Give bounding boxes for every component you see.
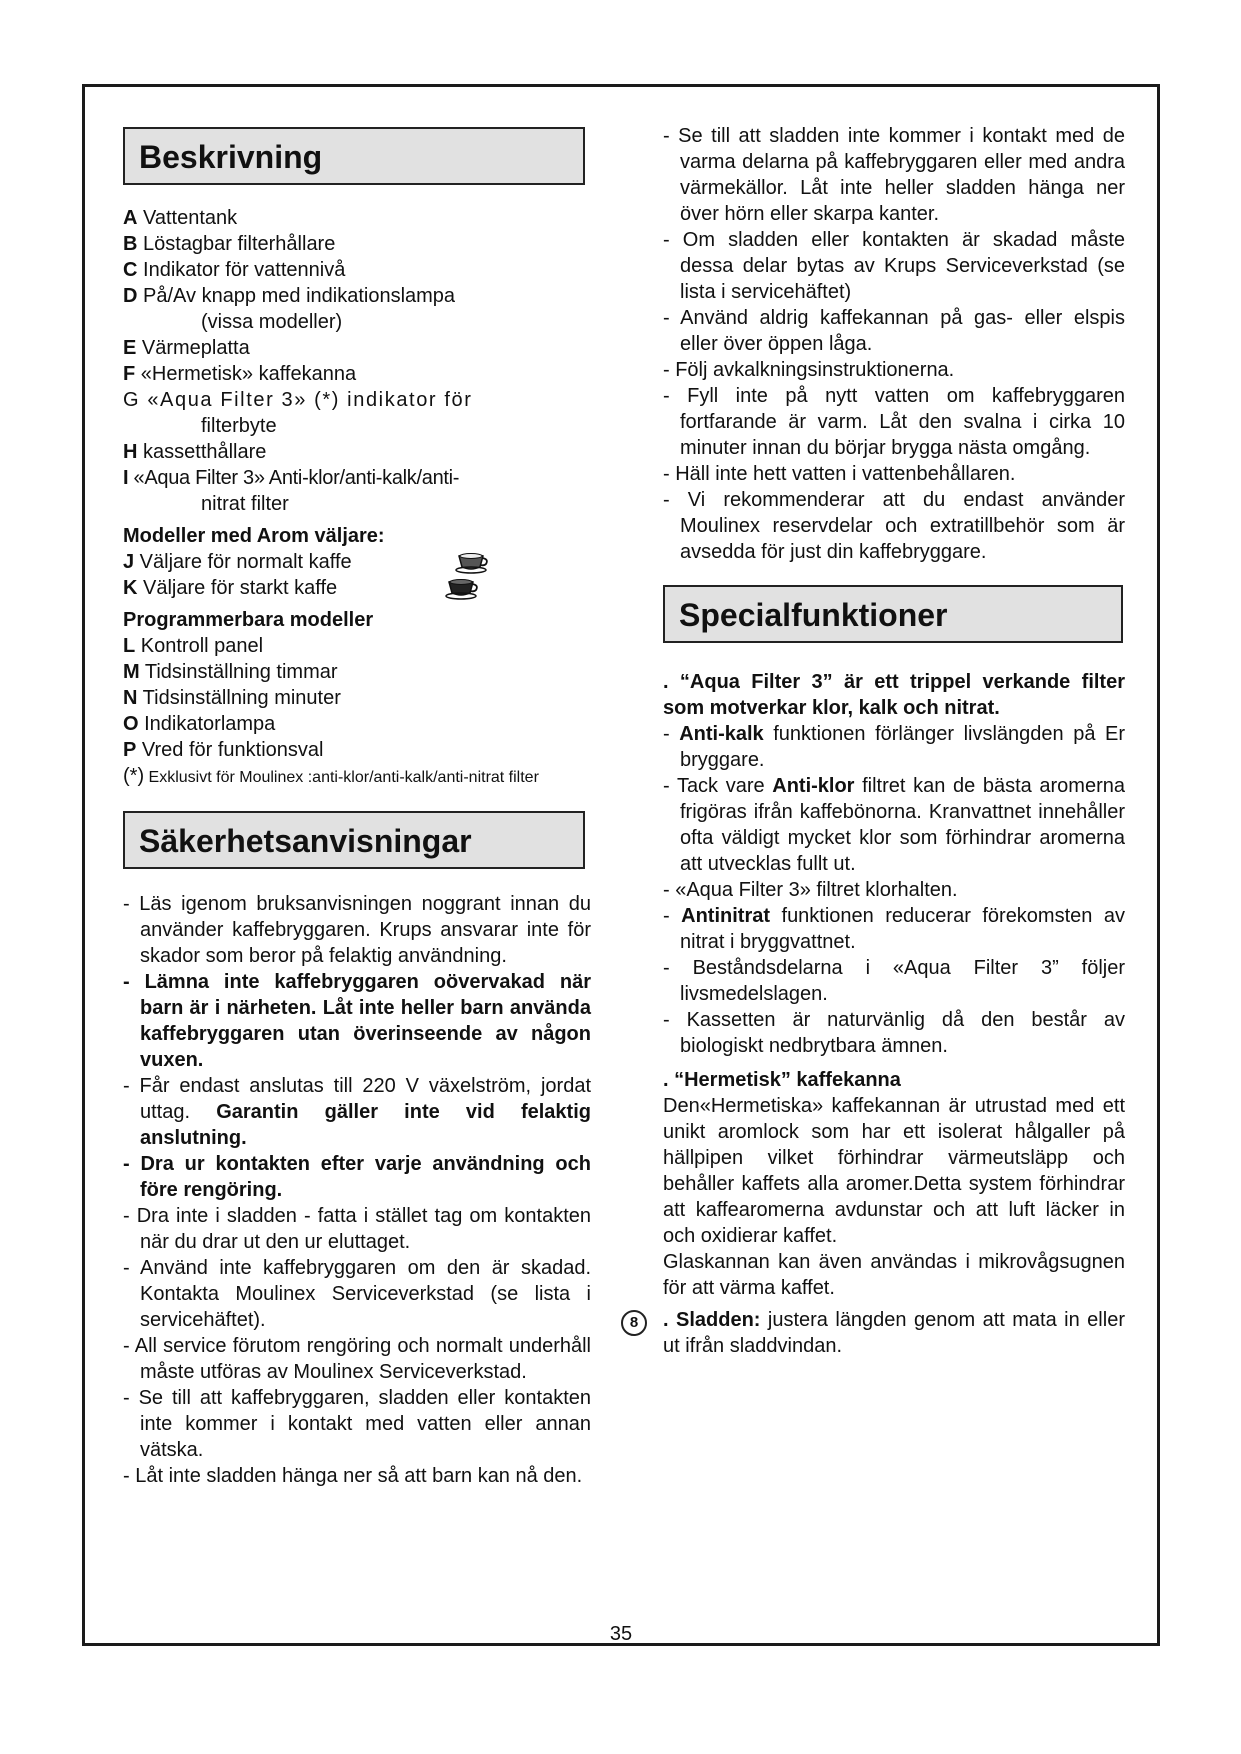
part-g: G «Aqua Filter 3» (*) indikator för (123, 389, 473, 411)
safety-item-4: - Dra ur kontakten efter varje användning och före rengöring. (123, 1153, 591, 1201)
parts-list (123, 205, 591, 517)
beskrivning-heading: Beskrivning (123, 127, 585, 185)
safety-list (123, 891, 591, 1489)
special-heading: Specialfunktioner (663, 585, 1123, 643)
right-item-7: - Vi rekommenderar att du endast använder Moulinex reservdelar och extratillbehör som är avsedda för just din kaffebryggare. (663, 489, 1125, 563)
aqua-item-1: - Anti-kalk funktionen förlänger livslängden på Er bryggare. (663, 723, 1126, 771)
part-d: D På/Av knapp med indikationslampa (123, 285, 456, 307)
prog-item-o: O Indikatorlampa (123, 713, 276, 735)
right-item-3: - Använd aldrig kaffekannan på gas- eller elspis eller över öppen låga. (663, 307, 1125, 355)
coffee-cup-normal-icon (455, 551, 491, 575)
sladden-text: . Sladden: justera längden genom att mata in eller ut ifrån sladdvindan. (663, 1309, 1125, 1357)
part-h: H kassetthållare (123, 441, 267, 463)
part-i-cont: nitrat filter (201, 493, 289, 515)
arom-item-k: K Väljare för starkt kaffe (123, 577, 338, 599)
part-c: C Indikator för vattennivå (123, 259, 346, 281)
safety-item-7: - All service förutom rengöring och normalt underhåll måste utföras av Moulinex Serviceverkstad. (123, 1335, 591, 1383)
number-circle-badge: 8 (621, 1310, 647, 1336)
prog-item-m: M Tidsinställning timmar (123, 661, 338, 683)
left-column (123, 127, 591, 1489)
prog-item-n: N Tidsinställning minuter (123, 687, 341, 709)
right-column (629, 123, 1126, 1359)
footnote: (*) Exklusivt för Moulinex :anti-klor/anti-kalk/anti-nitrat filter (123, 765, 539, 787)
right-item-4: - Följ avkalkningsinstruktionerna. (663, 359, 955, 381)
safety-item-8: - Se till att kaffebryggaren, sladden eller kontakten inte kommer i kontakt med vatten eller annan vätska. (123, 1387, 591, 1461)
herm-paragraph-2: Glaskannan kan även användas i mikrovågsugnen för att värma kaffet. (663, 1251, 1125, 1299)
aqua-item-6: - Kassetten är naturvänlig då den består av biologiskt nedbrytbara ämnen. (663, 1009, 1126, 1057)
aqua-item-4: - Antinitrat funktionen reducerar förekomsten av nitrat i bryggvattnet. (663, 905, 1125, 953)
part-i: I «Aqua Filter 3» Anti-klor/anti-kalk/anti- (123, 467, 460, 489)
aqua-item-5: - Beståndsdelarna i «Aqua Filter 3” följer livsmedelslagen. (663, 957, 1125, 1005)
arom-heading: Modeller med Arom väljare: (123, 525, 385, 547)
prog-heading: Programmerbara modeller (123, 609, 374, 631)
part-d-cont: (vissa modeller) (201, 311, 343, 333)
right-item-2: - Om sladden eller kontakten är skadad måste dessa delar bytas av Krups Serviceverkstad (se lista i servicehäftet) (663, 229, 1125, 303)
right-item-5: - Fyll inte på nytt vatten om kaffebryggaren fortfarande är varm. Låt den svalna i cirka 10 minuter innan du börjar brygga nästa omgång. (663, 385, 1125, 459)
part-a: A Vattentank (123, 207, 238, 229)
safety-item-3: - Får endast anslutas till 220 V växelström, jordat uttag. Garantin gäller inte vid felaktig anslutning. (123, 1075, 591, 1149)
arom-item-j: J Väljare för normalt kaffe (123, 551, 352, 573)
sakerhet-heading: Säkerhetsanvisningar (123, 811, 585, 869)
safety-item-2: - Lämna inte kaffebryggaren oövervakad när barn är i närheten. Låt inte heller barn använda kaffebryggaren utan överinseende av någon vuxen. (123, 971, 591, 1071)
right-item-1: - Se till att sladden inte kommer i kontakt med de varma delarna på kaffebryggaren eller med andra värmekällor. Låt inte heller sladden hänga ner över hörn eller skarpa kanter. (663, 125, 1125, 225)
safety-item-1: - Läs igenom bruksanvisningen noggrant innan du använder kaffebryggaren. Krups ansvarar inte för skador som beror på felaktig användning. (123, 893, 591, 967)
part-b: B Löstagbar filterhållare (123, 233, 336, 255)
part-g-cont: filterbyte (201, 415, 277, 437)
page-frame (82, 84, 1160, 1646)
aqua-item-2: - Tack vare Anti-klor filtret kan de bästa aromerna frigöras ifrån kaffebönorna. Kranvattnet innehåller ofta väldigt mycket klor som förhindrar aromerna att utvecklas fullt ut. (663, 775, 1125, 875)
safety-item-9: - Låt inte sladden hänga ner så att barn kan nå den. (123, 1465, 583, 1487)
herm-heading: . “Hermetisk” kaffekanna (663, 1069, 901, 1091)
safety-item-6: - Använd inte kaffebryggaren om den är skadad. Kontakta Moulinex Serviceverkstad (se lista i servicehäftet). (123, 1257, 591, 1331)
prog-item-p: P Vred för funktionsval (123, 739, 324, 761)
arom-list (123, 549, 591, 601)
prog-item-l: L Kontroll panel (123, 635, 264, 657)
prog-list (123, 633, 591, 763)
coffee-cup-strong-icon (445, 577, 481, 601)
page-number: 35 (609, 1623, 633, 1645)
part-f: F «Hermetisk» kaffekanna (123, 363, 357, 385)
part-e: E Värmeplatta (123, 337, 250, 359)
aqua-heading: . “Aqua Filter 3” är ett trippel verkande filter som motverkar klor, kalk och nitrat. (663, 671, 1125, 719)
herm-paragraph-1: Den«Hermetiska» kaffekannan är utrustad med ett unikt aromlock som har ett isolerat hålgaller på hällpipen vilket förhindrar värmeutsläpp och behåller kaffets alla aromer.Detta system förhindrar att kaffearomerna avdunstar och att luft läcker in och oxidierar kaffet. (663, 1095, 1125, 1247)
aqua-item-3: - «Aqua Filter 3» filtret klorhalten. (663, 879, 958, 901)
safety-item-5: - Dra inte i sladden - fatta i stället tag om kontakten när du drar ut den ur eluttaget. (123, 1205, 591, 1253)
right-item-6: - Häll inte hett vatten i vattenbehållaren. (663, 463, 1016, 485)
sladden-block (629, 1307, 1125, 1359)
